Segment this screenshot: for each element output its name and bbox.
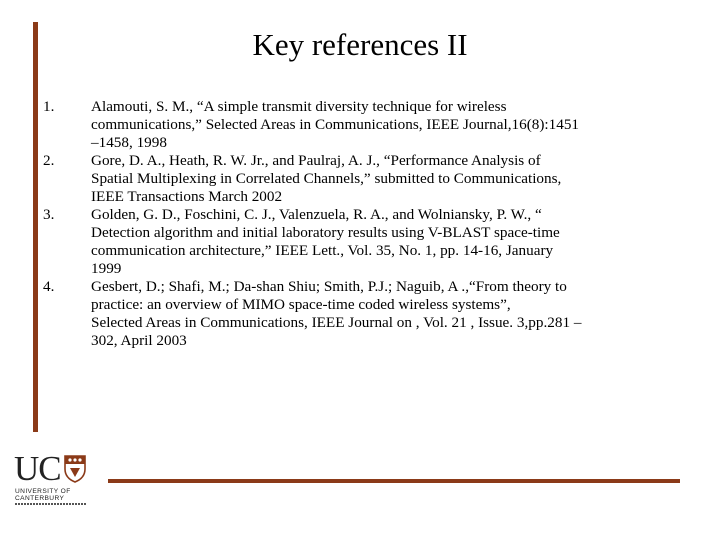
reference-line: IEEE Transactions March 2002 (91, 188, 283, 205)
reference-number: 1. (43, 98, 55, 115)
university-logo (14, 449, 88, 510)
reference-line: Detection algorithm and initial laboratory results using V-BLAST space-time (91, 224, 560, 241)
reference-text (91, 152, 679, 206)
reference-line: Selected Areas in Communications, IEEE Journal on , Vol. 21 , Issue. 3,pp.281 – (91, 314, 582, 331)
reference-item-3 (43, 206, 683, 278)
reference-line: practice: an overview of MIMO space-time coded wireless systems”, (91, 296, 511, 313)
reference-number: 3. (43, 206, 55, 223)
crest-icon (64, 455, 86, 483)
reference-line: 302, April 2003 (91, 332, 187, 349)
slide-title: Key references II (252, 27, 468, 62)
logo-mark: UC (14, 449, 61, 488)
bottom-accent-bar (108, 479, 680, 483)
reference-item-1 (43, 98, 683, 152)
reference-list (43, 98, 683, 350)
reference-line: Spatial Multiplexing in Correlated Channels,” submitted to Communications, (91, 170, 562, 187)
reference-item-4 (43, 278, 683, 350)
reference-line: –1458, 1998 (91, 134, 167, 151)
reference-line: Gesbert, D.; Shafi, M.; Da-shan Shiu; Smith, P.J.; Naguib, A .,“From theory to (91, 278, 567, 295)
reference-text (91, 278, 679, 350)
reference-number: 2. (43, 152, 55, 169)
reference-line: Alamouti, S. M., “A simple transmit diversity technique for wireless (91, 98, 507, 115)
reference-text (91, 206, 679, 278)
logo-text-line2: CANTERBURY (15, 495, 65, 502)
reference-item-2 (43, 152, 683, 206)
left-accent-bar (33, 22, 38, 432)
logo-text-line1: UNIVERSITY OF (15, 488, 71, 495)
reference-line: 1999 (91, 260, 122, 277)
reference-line: Golden, G. D., Foschini, C. J., Valenzuela, R. A., and Wolniansky, P. W., “ (91, 206, 542, 223)
logo-motto-strip (15, 503, 87, 505)
reference-line: communications,” Selected Areas in Communications, IEEE Journal,16(8):1451 (91, 116, 580, 133)
reference-line: Gore, D. A., Heath, R. W. Jr., and Paulraj, A. J., “Performance Analysis of (91, 152, 541, 169)
reference-text (91, 98, 679, 152)
reference-number: 4. (43, 278, 55, 295)
reference-line: communication architecture,” IEEE Lett., Vol. 35, No. 1, pp. 14-16, January (91, 242, 554, 259)
